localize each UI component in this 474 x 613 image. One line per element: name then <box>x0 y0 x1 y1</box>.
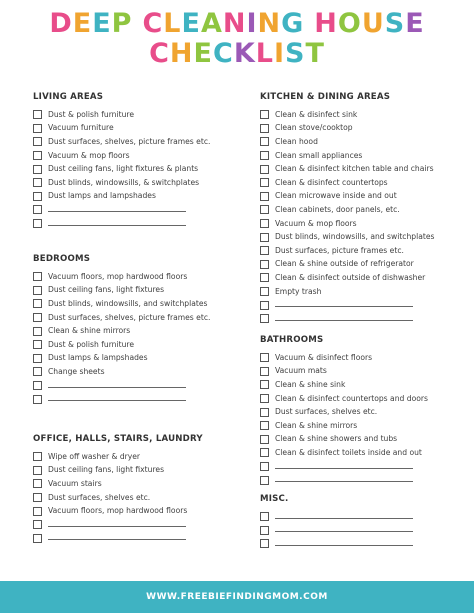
checkbox[interactable] <box>260 539 269 548</box>
checklist-item <box>260 285 434 299</box>
title-letter: D <box>49 8 73 39</box>
checkbox[interactable] <box>260 260 269 269</box>
checkbox[interactable] <box>260 476 269 485</box>
section-kitchen-dining <box>260 92 434 326</box>
checklist-item <box>260 176 434 190</box>
checklist-item-label: Clean & shine mirrors <box>48 326 131 336</box>
checkbox[interactable] <box>260 110 269 119</box>
title-letter: K <box>233 38 256 69</box>
checkbox[interactable] <box>260 435 269 444</box>
write-in-line[interactable] <box>275 462 413 469</box>
write-in-line[interactable] <box>48 533 186 540</box>
title-letter <box>132 8 142 39</box>
title-letter: I <box>273 38 286 69</box>
write-in-line[interactable] <box>275 475 413 482</box>
checklist-item <box>260 365 428 379</box>
checklist-item-label: Clean & shine mirrors <box>275 420 358 430</box>
checkbox[interactable] <box>33 534 42 543</box>
checklist-item-label: Vacuum floors, mop hardwood floors <box>48 271 188 281</box>
checklist-item <box>260 271 434 285</box>
checklist-item-label: Clean cabinets, door panels, etc. <box>275 204 400 214</box>
title-line-1 <box>0 8 474 39</box>
checkbox[interactable] <box>260 408 269 417</box>
checkbox[interactable] <box>260 192 269 201</box>
checkbox[interactable] <box>33 493 42 502</box>
checklist-item <box>33 270 210 284</box>
section-heading: KITCHEN & DINING AREAS <box>260 92 391 102</box>
checkbox[interactable] <box>33 395 42 404</box>
checklist-item <box>33 324 210 338</box>
checklist-item <box>260 217 434 231</box>
section-misc <box>260 494 413 551</box>
blank-checklist-item <box>33 217 210 231</box>
checkbox[interactable] <box>33 354 42 363</box>
title-letter: G <box>281 8 305 39</box>
section-heading: MISC. <box>260 494 289 504</box>
title-letter: I <box>246 8 258 39</box>
blank-checklist-item <box>260 298 434 312</box>
title-letter: L <box>163 8 182 39</box>
write-in-line[interactable] <box>275 525 413 532</box>
section-heading: OFFICE, HALLS, STAIRS, LAUNDRY <box>33 434 203 444</box>
checkbox[interactable] <box>33 205 42 214</box>
blank-checklist-item <box>260 460 428 474</box>
checklist-item <box>260 190 434 204</box>
checklist-item-label: Dust surfaces, shelves, picture frames etc. <box>48 136 211 146</box>
section-bedrooms <box>33 254 210 406</box>
checklist-item <box>33 149 210 163</box>
checklist-item-label: Vacuum & disinfect floors <box>275 352 373 362</box>
section-heading: BATHROOMS <box>260 335 324 345</box>
checklist-item <box>260 122 434 136</box>
checklist-item-label: Dust surfaces, shelves, picture frames etc. <box>48 312 211 322</box>
title-letter: E <box>72 8 93 39</box>
title-letter: O <box>337 8 362 39</box>
checkbox[interactable] <box>260 512 269 521</box>
checkbox[interactable] <box>33 219 42 228</box>
title-letter: N <box>257 8 282 39</box>
checklist-item-label: Clean & disinfect countertops and doors <box>275 393 428 403</box>
checklist-item <box>260 419 428 433</box>
checklist-item <box>260 405 428 419</box>
checkbox[interactable] <box>33 272 42 281</box>
checkbox[interactable] <box>260 287 269 296</box>
checklist-item-label: Change sheets <box>48 366 105 376</box>
checkbox[interactable] <box>33 381 42 390</box>
checklist-item <box>260 203 434 217</box>
checkbox[interactable] <box>260 367 269 376</box>
checklist-item-label: Dust blinds, windowsills, and switchplates <box>275 232 435 242</box>
write-in-line[interactable] <box>275 314 413 321</box>
checkbox[interactable] <box>260 205 269 214</box>
title-letter: C <box>149 38 170 69</box>
write-in-line[interactable] <box>48 520 186 527</box>
checklist-item-label: Vacuum floors, mop hardwood floors <box>48 506 188 516</box>
write-in-line[interactable] <box>275 539 413 546</box>
checklist-item <box>260 433 428 447</box>
checkbox[interactable] <box>33 313 42 322</box>
checkbox[interactable] <box>260 233 269 242</box>
checkbox[interactable] <box>33 192 42 201</box>
checklist-item-label: Dust & polish furniture <box>48 339 135 349</box>
blank-checklist-item <box>33 518 203 532</box>
checkbox[interactable] <box>260 301 269 310</box>
checkbox[interactable] <box>33 286 42 295</box>
title-letter: U <box>361 8 385 39</box>
checkbox[interactable] <box>33 466 42 475</box>
checklist-item <box>33 504 203 518</box>
checkbox[interactable] <box>260 394 269 403</box>
checkbox[interactable] <box>33 340 42 349</box>
blank-checklist-item <box>33 379 210 393</box>
checklist-item-label: Clean hood <box>275 136 318 146</box>
title-letter: T <box>305 38 325 69</box>
checklist-item <box>260 149 434 163</box>
checklist-item <box>33 284 210 298</box>
checkbox[interactable] <box>33 151 42 160</box>
checklist-item <box>33 352 210 366</box>
checklist-item <box>260 230 434 244</box>
checklist-item-label: Dust blinds, windowsills, & switchplates <box>48 177 200 187</box>
checklist-item <box>33 491 203 505</box>
write-in-line[interactable] <box>48 381 186 388</box>
checklist-item <box>33 311 210 325</box>
checkbox[interactable] <box>260 448 269 457</box>
blank-checklist-item <box>33 532 203 546</box>
checkbox[interactable] <box>260 124 269 133</box>
checklist-item-label: Clean & disinfect toilets inside and out <box>275 447 422 457</box>
checklist-item <box>33 450 203 464</box>
checkbox[interactable] <box>260 421 269 430</box>
checklist-item <box>33 176 210 190</box>
checklist-item-label: Vacuum furniture <box>48 123 114 133</box>
checkbox[interactable] <box>260 219 269 228</box>
write-in-line[interactable] <box>275 512 413 519</box>
checklist-item-label: Clean stove/cooktop <box>275 123 353 133</box>
checkbox[interactable] <box>33 327 42 336</box>
blank-checklist-item <box>260 510 413 524</box>
section-office-halls-stairs-laundry <box>33 434 203 545</box>
checkbox[interactable] <box>260 151 269 160</box>
section-heading: LIVING AREAS <box>33 92 104 102</box>
title-letter: L <box>255 38 274 69</box>
checkbox[interactable] <box>260 462 269 471</box>
checklist-item <box>260 108 434 122</box>
section-heading: BEDROOMS <box>33 254 91 264</box>
section-living-areas <box>33 92 210 230</box>
title-letter: E <box>181 8 201 39</box>
checkbox[interactable] <box>33 165 42 174</box>
blank-checklist-item <box>260 537 413 551</box>
checklist-item <box>33 338 210 352</box>
checkbox[interactable] <box>260 380 269 389</box>
title-letter: E <box>92 8 112 39</box>
checklist-item-label: Wipe off washer & dryer <box>48 451 141 461</box>
checklist-item <box>260 135 434 149</box>
checklist-item <box>260 244 434 258</box>
checkbox[interactable] <box>33 124 42 133</box>
title-letter: C <box>142 8 164 39</box>
checklist-item-label: Dust ceiling fans, light fixtures <box>48 285 165 295</box>
checklist-item-label: Clean small appliances <box>275 150 363 160</box>
checklist-item-label: Dust surfaces, picture frames etc. <box>275 245 404 255</box>
checklist-item-label: Dust & polish furniture <box>48 109 135 119</box>
checklist-item-label: Dust surfaces, shelves etc. <box>275 407 378 417</box>
checklist-item <box>33 135 210 149</box>
checklist-item-label: Vacuum mats <box>275 366 327 376</box>
checklist-item-label: Clean & disinfect countertops <box>275 177 388 187</box>
checklist-item <box>260 351 428 365</box>
checkbox[interactable] <box>260 353 269 362</box>
checkbox[interactable] <box>260 137 269 146</box>
footer-banner <box>0 581 474 613</box>
checklist-item-label: Dust ceiling fans, light fixtures & plants <box>48 164 199 174</box>
checklist-item-label: Clean & shine outside of refrigerator <box>275 259 414 269</box>
checklist-item-label: Clean & disinfect kitchen table and chairs <box>275 164 434 174</box>
checkbox[interactable] <box>260 526 269 535</box>
checklist-item-label: Clean & shine showers and tubs <box>275 434 398 444</box>
write-in-line[interactable] <box>48 219 186 226</box>
checklist-item-label: Empty trash <box>275 286 322 296</box>
section-bathrooms <box>260 335 428 487</box>
checkbox[interactable] <box>33 520 42 529</box>
checklist-item-label: Vacuum & mop floors <box>275 218 357 228</box>
checklist-item <box>33 477 203 491</box>
title-letter <box>304 8 314 39</box>
checklist-item-label: Clean & shine sink <box>275 379 346 389</box>
checklist-item <box>33 122 210 136</box>
blank-checklist-item <box>260 524 413 538</box>
title-letter: P <box>111 8 133 39</box>
checkbox[interactable] <box>33 110 42 119</box>
title-letter: H <box>314 8 338 39</box>
checklist-item-label: Dust ceiling fans, light fixtures <box>48 465 165 475</box>
checkbox[interactable] <box>33 299 42 308</box>
checkbox[interactable] <box>33 452 42 461</box>
title-letter: E <box>193 38 213 69</box>
write-in-line[interactable] <box>48 205 186 212</box>
checklist-item-label: Clean & disinfect sink <box>275 109 358 119</box>
checkbox[interactable] <box>33 507 42 516</box>
title-letter: H <box>169 38 194 69</box>
title-letter: S <box>384 8 406 39</box>
title-letter: N <box>222 8 247 39</box>
write-in-line[interactable] <box>48 394 186 401</box>
checklist-item-label: Clean & disinfect outside of dishwasher <box>275 272 426 282</box>
checklist-item <box>33 162 210 176</box>
checklist-item <box>33 365 210 379</box>
checkbox[interactable] <box>260 178 269 187</box>
checklist-item-label: Dust surfaces, shelves etc. <box>48 492 151 502</box>
write-in-line[interactable] <box>275 300 413 307</box>
checkbox[interactable] <box>33 137 42 146</box>
title-letter: A <box>200 8 223 39</box>
checkbox[interactable] <box>260 273 269 282</box>
checklist-item <box>33 464 203 478</box>
blank-checklist-item <box>33 203 210 217</box>
checklist-item-label: Vacuum stairs <box>48 478 102 488</box>
checklist-item <box>260 378 428 392</box>
checklist-item-label: Vacuum & mop floors <box>48 150 130 160</box>
checklist-item <box>33 190 210 204</box>
blank-checklist-item <box>260 473 428 487</box>
checkbox[interactable] <box>260 314 269 323</box>
checkbox[interactable] <box>33 479 42 488</box>
checklist-item <box>260 162 434 176</box>
checklist-item-label: Dust blinds, windowsills, and switchplates <box>48 298 208 308</box>
checklist-item-label: Dust lamps and lampshades <box>48 191 156 201</box>
footer-url: WWW.FREEBIEFINDINGMOM.COM <box>146 592 328 602</box>
checkbox[interactable] <box>260 165 269 174</box>
title-line-2 <box>0 38 474 69</box>
title-letter: C <box>212 38 234 69</box>
title-letter: E <box>405 8 425 39</box>
checklist-item-label: Clean microwave inside and out <box>275 191 397 201</box>
blank-checklist-item <box>260 312 434 326</box>
checklist-item <box>33 297 210 311</box>
title-letter: S <box>285 38 306 69</box>
checklist-item <box>260 392 428 406</box>
checklist-item <box>260 446 428 460</box>
checklist-item-label: Dust lamps & lampshades <box>48 353 148 363</box>
checklist-item <box>33 108 210 122</box>
checkbox[interactable] <box>33 367 42 376</box>
checkbox[interactable] <box>260 246 269 255</box>
blank-checklist-item <box>33 392 210 406</box>
checkbox[interactable] <box>33 178 42 187</box>
checklist-item <box>260 258 434 272</box>
